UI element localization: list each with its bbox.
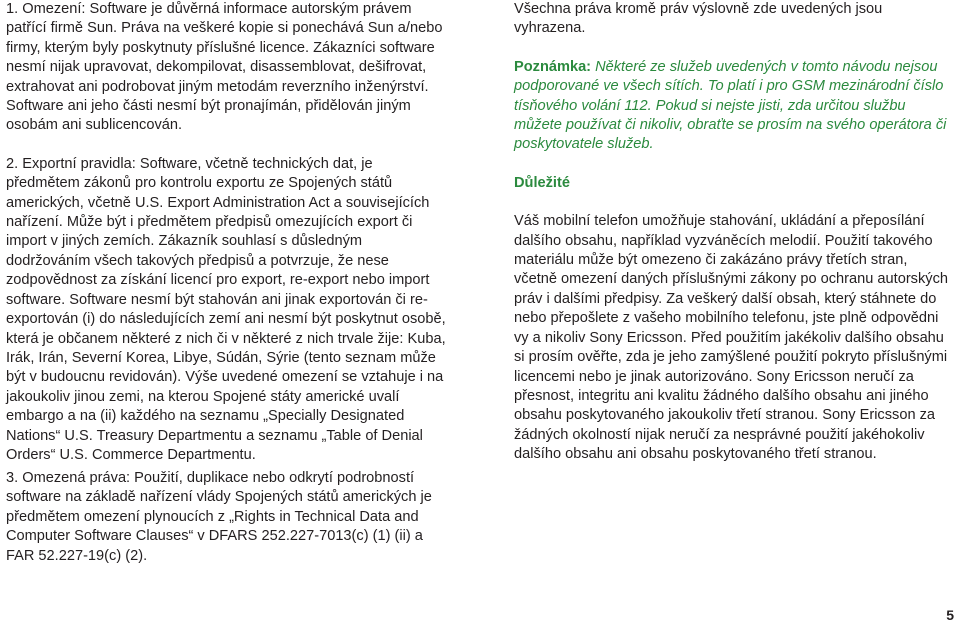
- restricted-rights-section: 3. Omezená práva: Použití, duplikace nebo odkrytí podrobností software na základě nařízení vlády Spojených států amerických je předmětem omezení plynoucích z „Rights in Technical Data and Computer Software Clauses“ v DFARS 252.227-7013(c) (1) (ii) a FAR 52.227-19(c) (2).: [6, 470, 432, 564]
- important-heading: Důležité: [514, 174, 570, 191]
- note-text: Některé ze služeb uvedených v tomto návodu nejsou podporované ve všech sítích. To platí i pro GSM mezinárodní číslo tísňového volání 112. Pokud si nejste jisti, zda určitou službu můžete používat či nikoliv, obraťte se prosím na svého operátora či poskytovatele služeb.: [514, 58, 947, 153]
- restriction-section: 1. Omezení: Software je důvěrná informace autorským právem patřící firmě Sun. Práva na veškeré kopie si ponechává Sun a/nebo firmy, kterým byly poskytnuty příslušné licence. Zákazníci software nesmí nijak upravovat, dekompilovat, disassemblovat, dešifrovat, extrahovat ani podrobovat jiným metodám reverzního inženýrství. Software ani jeho části nesmí být pronajímán, přidělován jiným osobám ani sublicencován.: [6, 1, 443, 134]
- page-number: 5: [946, 607, 954, 623]
- important-text: Váš mobilní telefon umožňuje stahování, ukládání a přeposílání dalšího obsahu, například vyzváněcích melodií. Použití takového materiálu může být omezeno či zakázáno právy třetích stran, včetně omezení daných příslušnými zákony po ochranu autorských práv i dalšími předpisy. Za veškerý další obsah, který stáhnete do nebo přepošlete z vašeho mobilního telefonu, jste plně odpovědni vy a nikoliv Sony Ericsson. Před použitím jakékoliv dalšího obsahu si prosím ověřte, zda je jeho zamýšlené použití pokryto příslušnými licencemi nebo je jinak autorizováno. Sony Ericsson neručí za přesnost, integritu ani kvalitu žádného dalšího obsahu ani jiného obsahu poskytovaného jakoukoliv třetí stranou. Sony Ericsson za žádných okolností nijak neručí za nesprávné použití jakéhokoliv dalšího obsahu ani obsahu poskytovaného třetí stranou.: [514, 213, 948, 463]
- rights-reserved-text: Všechna práva kromě práv výslovně zde uvedených jsou vyhrazena.: [514, 1, 883, 37]
- left-column: [6, 0, 448, 465]
- export-rules-section: 2. Exportní pravidla: Software, včetně technických dat, je předmětem zákonů pro kontrolu exportu ze Spojených států amerických, včetně U.S. Export Administration Act a souvisejících nařízení. Může být i předmětem předpisů omezujících export či import v jiných zemích. Zákazník souhlasí s důsledným dodržováním všech takových předpisů a potvrzuje, že nese zodpovědnost za získání licencí pro export, re-export nebo import software. Software nesmí být stahován ani jinak exportován či re-exportován (i) do následujících zemí ani nesmí být poskytnut osobě, která je občanem některé z nich či v některé z nich trvale žije: Kuba, Irák, Irán, Severní Korea, Libye, Súdán, Sýrie (tento seznam může být v budoucnu revidován). Výše uvedené omezení se vztahuje i na jakoukoliv jinou zemi, na kterou Spojené státy americké uvalí embargo a na (ii) každého na seznamu „Specially Designated Nations“ U.S. Treasury Departmentu a seznamu „Table of Denial Orders“ U.S. Commerce Departmentu.: [6, 155, 446, 463]
- right-column: [514, 0, 954, 465]
- note-label: Poznámka:: [514, 58, 592, 75]
- note-paragraph: [514, 58, 954, 155]
- restricted-rights-section-wrapper: [6, 469, 448, 566]
